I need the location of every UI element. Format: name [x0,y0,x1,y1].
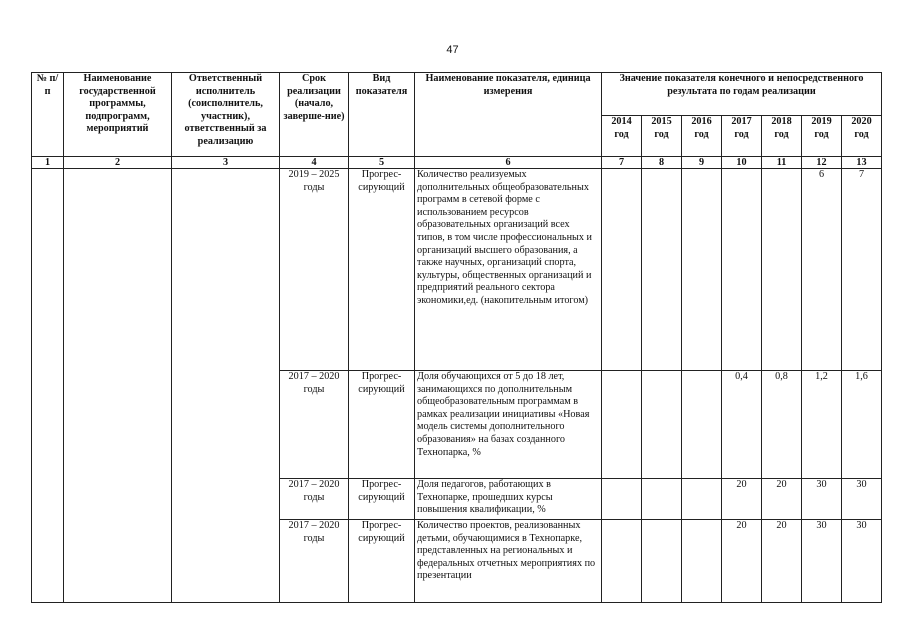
cell-value: 20 [762,479,802,520]
header-year: 2015 год [642,116,682,157]
cell-value [682,520,722,603]
column-number: 9 [682,157,722,169]
column-number: 8 [642,157,682,169]
header-year: 2018 год [762,116,802,157]
column-number: 1 [32,157,64,169]
cell-term: 2017 – 2020 годы [280,371,349,479]
cell-term: 2017 – 2020 годы [280,479,349,520]
column-number: 13 [842,157,882,169]
column-number: 5 [349,157,415,169]
column-number: 2 [64,157,172,169]
cell-value [602,169,642,371]
cell-term: 2019 – 2025 годы [280,169,349,371]
cell-kind: Прогрес-сирующий [349,371,415,479]
page-number: 47 [446,44,459,56]
cell-no [32,169,64,603]
header-term: Срок реализации (начало, заверше-ние) [280,73,349,157]
cell-value [722,169,762,371]
cell-kind: Прогрес-сирующий [349,479,415,520]
cell-value: 0,4 [722,371,762,479]
cell-value: 20 [762,520,802,603]
cell-executor [172,169,280,603]
column-number: 7 [602,157,642,169]
cell-indicator: Количество реализуемых дополнительных общеобразовательных программ в сетевой форме с использованием ресурсов образовательных организаций всех типов, в том числе профессиональных и организаций высшего образования, а также научных, организаций спорта, культуры, общественных организаций и предприятий реального сектора экономики,ед. (накопительным итогом) [415,169,602,371]
cell-value: 0,8 [762,371,802,479]
header-year: 2016 год [682,116,722,157]
column-number: 3 [172,157,280,169]
indicators-table [31,72,882,603]
cell-value [642,479,682,520]
header-year: 2017 год [722,116,762,157]
cell-value [602,371,642,479]
column-number: 6 [415,157,602,169]
cell-indicator: Количество проектов, реализованных детьми, обучающимися в Технопарке, представленных на региональных и федеральных отчетных мероприятиях по презентации [415,520,602,603]
cell-program [64,169,172,603]
cell-value: 7 [842,169,882,371]
cell-value [642,169,682,371]
cell-value: 1,6 [842,371,882,479]
header-no: № п/п [32,73,64,157]
cell-value [682,371,722,479]
cell-value [682,169,722,371]
column-number: 12 [802,157,842,169]
cell-value: 20 [722,479,762,520]
cell-value: 20 [722,520,762,603]
cell-value [602,479,642,520]
header-program: Наименование государственной программы, подпрограмм, мероприятий [64,73,172,157]
header-year: 2019 год [802,116,842,157]
cell-kind: Прогрес-сирующий [349,169,415,371]
column-number: 10 [722,157,762,169]
cell-value: 30 [842,479,882,520]
cell-value: 1,2 [802,371,842,479]
header-values-group: Значение показателя конечного и непосредственного результата по годам реализации [602,73,882,116]
header-executor: Ответственный исполнитель (соисполнитель, участник), ответственный за реализацию [172,73,280,157]
cell-value [602,520,642,603]
cell-indicator: Доля обучающихся от 5 до 18 лет, занимающихся по дополнительным общеобразовательным программам в рамках реализации инициативы «Новая модель системы дополнительного образования» на базах созданного Технопарка, % [415,371,602,479]
cell-value [642,520,682,603]
cell-kind: Прогрес-сирующий [349,520,415,603]
cell-value: 30 [802,479,842,520]
cell-value [682,479,722,520]
cell-value: 30 [802,520,842,603]
cell-value [642,371,682,479]
table-row [32,169,882,371]
header-indicator: Наименование показателя, единица измерения [415,73,602,157]
header-year: 2020 год [842,116,882,157]
cell-term: 2017 – 2020 годы [280,520,349,603]
cell-value [762,169,802,371]
header-kind: Вид показателя [349,73,415,157]
cell-value: 6 [802,169,842,371]
cell-indicator: Доля педагогов, работающих в Технопарке, прошедших курсы повышения квалификации, % [415,479,602,520]
column-number: 11 [762,157,802,169]
header-year: 2014 год [602,116,642,157]
column-number: 4 [280,157,349,169]
cell-value: 30 [842,520,882,603]
